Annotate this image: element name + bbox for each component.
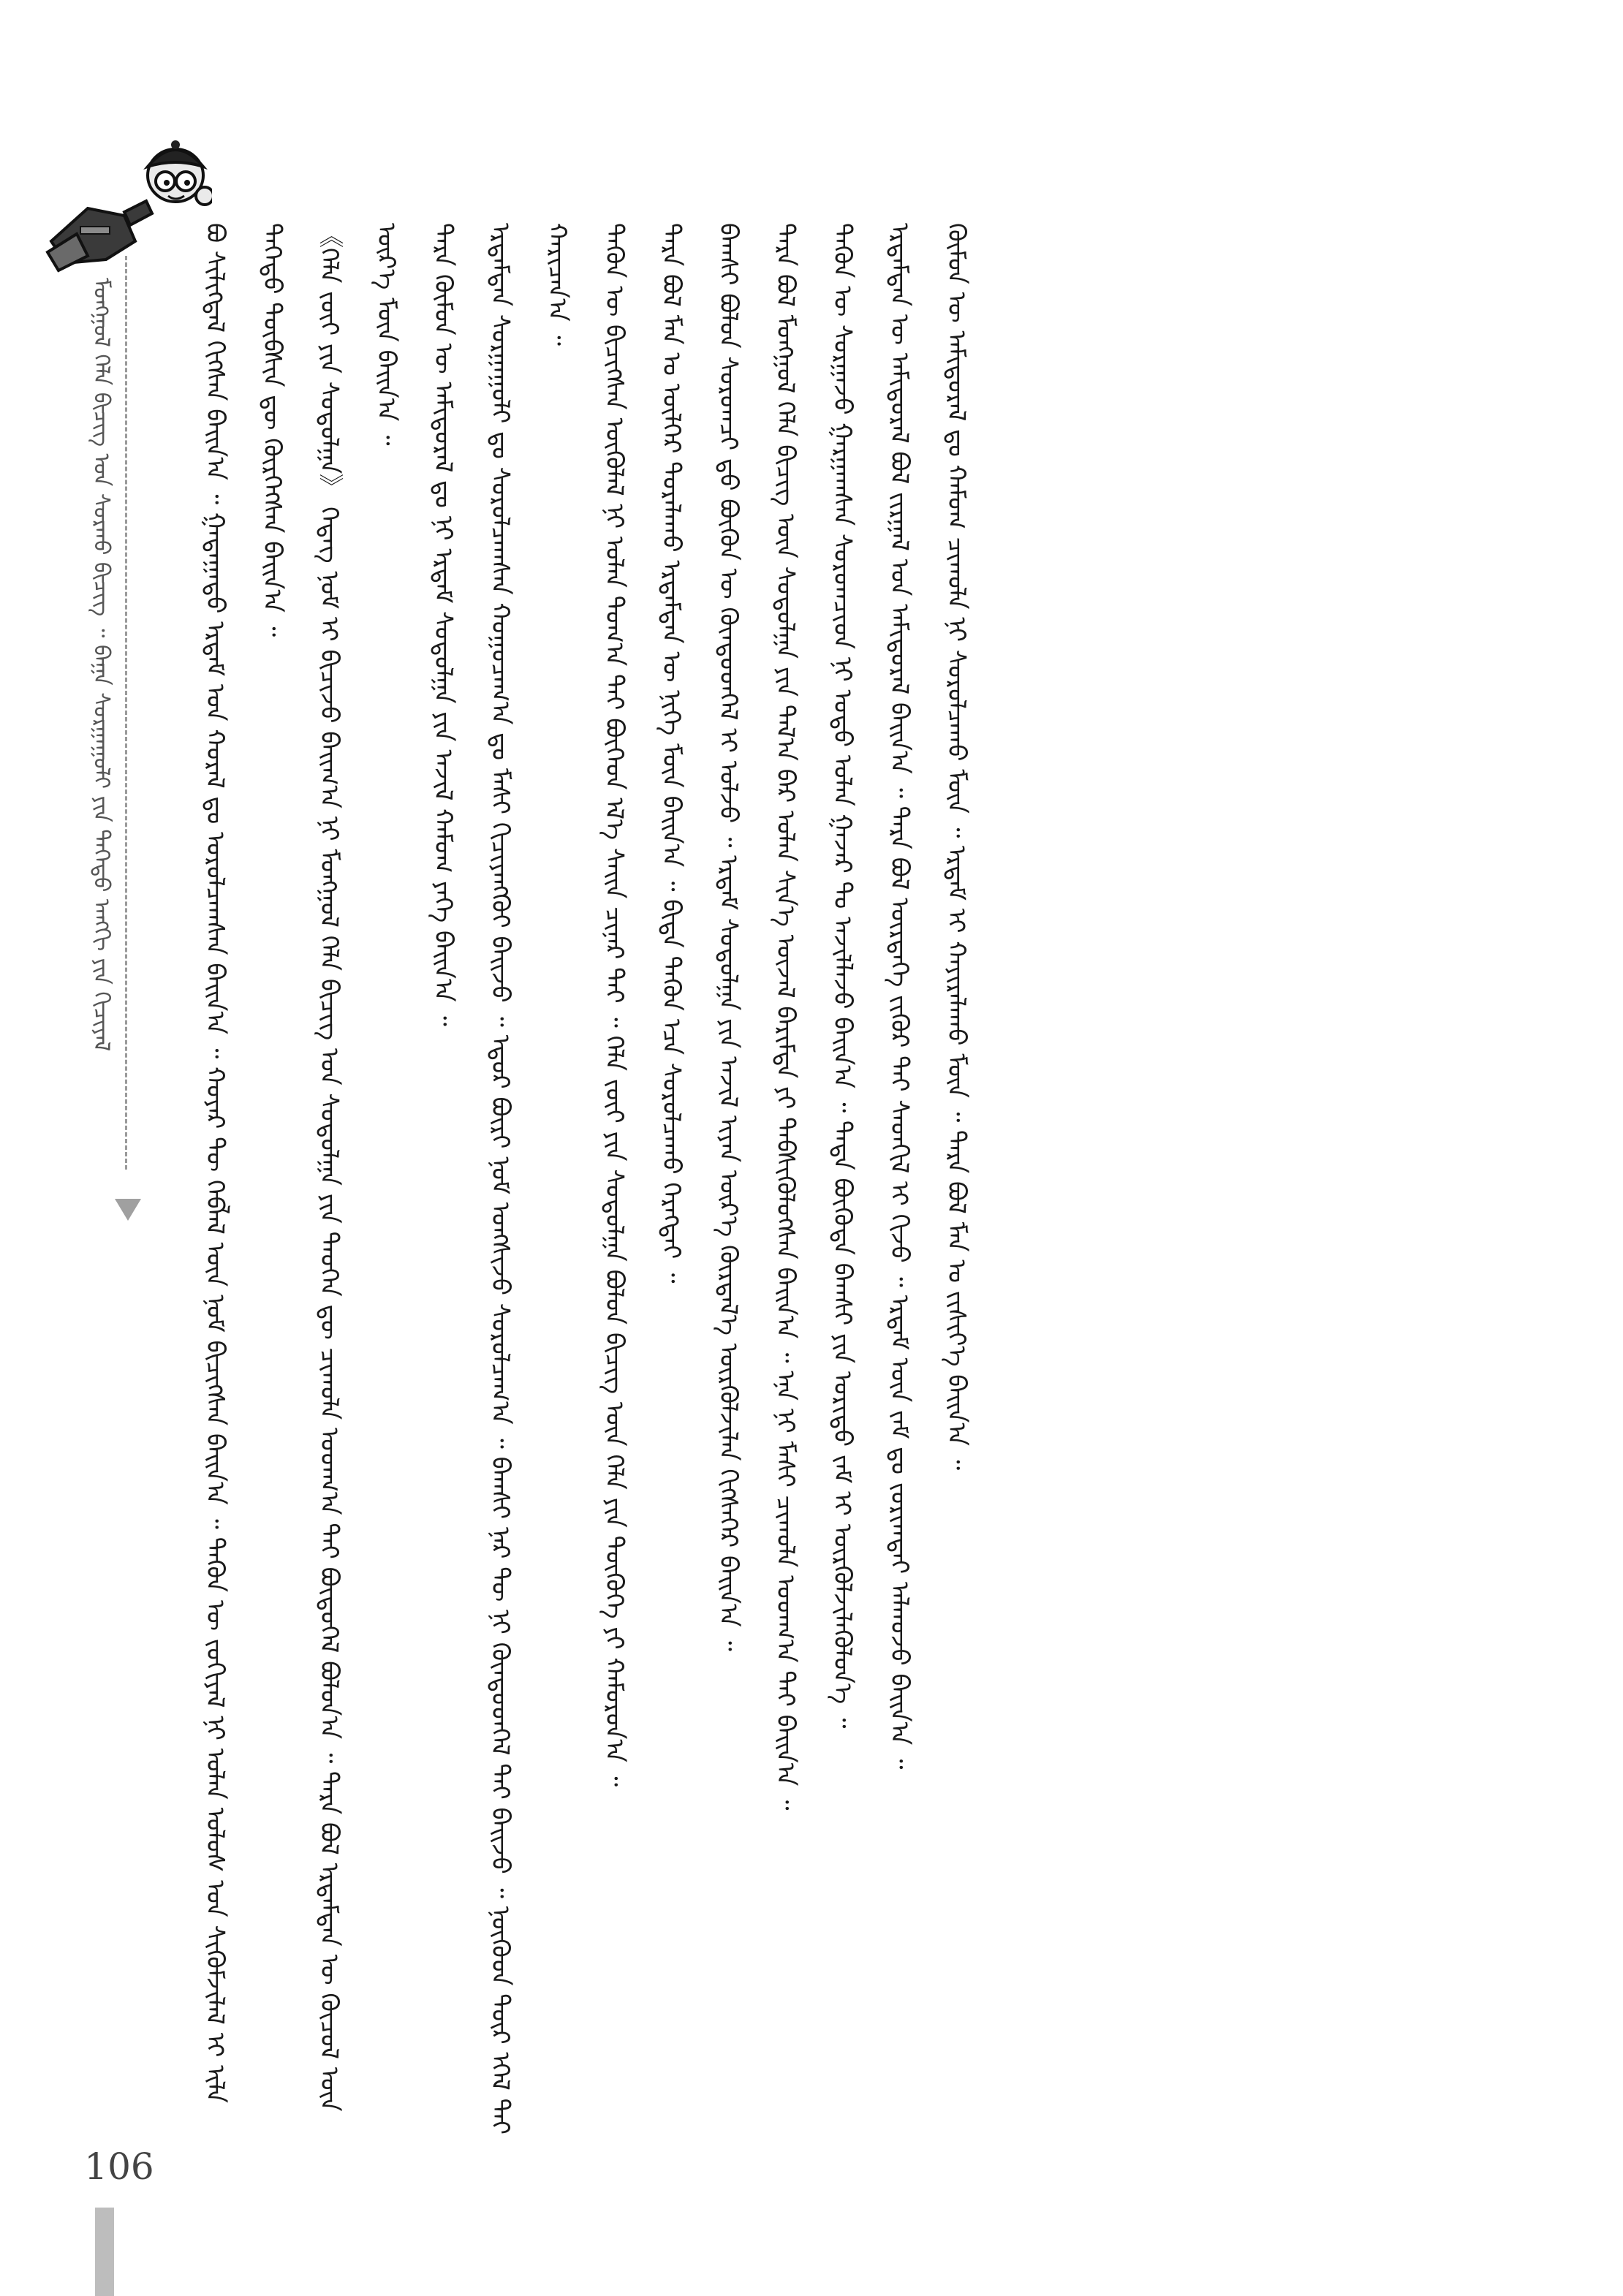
paragraph: ᠲᠡᠷᠡ ᠪᠣᠯ ᠮᠣᠩᠭᠣᠯ ᠬᠡᠯᠡ ᠪᠢᠴᠢᠭ᠌ ᠦᠨ ᠰᠤᠳᠤᠯᠭᠠ ᠶᠢᠨ ᠲᠠᠯ᠎ᠠ ᠪᠠᠷ ᠣᠯᠠᠨ ᠰᠢᠨ᠎ᠡ ᠦᠵᠡᠯ ᠪᠠᠷᠢᠮᠲᠠ ᠶᠢ ᠳᠡᠪᠰᠢᠭᠦᠯᠦᠭᠰᠡᠨ ᠪᠠᠢᠨ᠎ᠠ ᠃ ᠡᠨᠡ ᠨᠢ ᠮᠠᠰᠢ ᠴᠢᠬᠤᠯᠠ ᠤᠳᠬ᠎ᠠ ᠲᠠᠢ ᠪᠠᠢᠨ᠎ᠠ ᠃: [771, 223, 800, 1811]
paragraph: 《ᠬᠡᠯᠡ ᠵᠦᠢ ᠶᠢᠨ ᠰᠤᠳᠤᠯᠭᠠ》 ᠭᠡᠳᠡᠭ ᠨᠣᠮ ᠢ ᠪᠢᠴᠢᠵᠦ ᠪᠠᠢᠭ᠎ᠠ ᠨᠢ ᠮᠣᠩᠭᠣᠯ ᠬᠡᠯᠡ ᠪᠢᠴᠢᠭ ᠤᠨ ᠰᠤᠳᠤᠯᠭᠠ ᠶᠢᠨ ᠲᠡᠦᠬᠡᠨ ᠳᠦ ᠴᠢᠬᠤᠯᠠ ᠤᠳᠬ᠎ᠠ ᠲᠠᠢ ᠪᠦᠲᠦᠭᠡᠯ ᠪᠣᠯᠤᠨ᠎ᠠ ᠃ ᠲᠡᠷᠡ ᠪᠣᠯ ᠡᠷᠳᠡᠮᠲᠡᠨ ᠦ ᠬᠦᠴᠦᠯ ᠦᠨ ᠦᠷ᠎ᠡ ᠮᠥᠨ ᠪᠠᠢᠨ᠎ᠠ ᠃: [314, 223, 401, 2112]
boy-mascot-icon: [37, 132, 212, 278]
side-tab: [95, 2208, 114, 2296]
running-head: ᠮᠣᠩᠭᠣᠯ ᠬᠡᠯᠡ ᠪᠢᠴᠢᠭ ᠤᠨ ᠰᠤᠷᠬᠤ ᠪᠢᠴᠢᠭ᠌ ᠃ ᠪᠠᠭᠠ ᠰᠤᠷᠭᠠᠭᠤᠯᠢ ᠶᠢᠨ ᠳᠡᠭᠡᠳᠦ ᠠᠩᠭᠢ ᠶᠢᠨ ᠬᠢᠴᠢᠶᠡᠯ: [88, 278, 114, 1052]
paragraph: ᠬᠦᠮᠦᠨ ᠦ ᠠᠮᠢᠳᠤᠷᠠᠯ ᠳᠤ ᠬᠠᠮᠤᠭ ᠴᠢᠬᠤᠯᠠ ᠨᠢ ᠰᠤᠷᠤᠯᠴᠠᠬᠤ ᠮᠥᠨ ᠃ ᠡᠷᠳᠡᠮ ᠢ ᠬᠠᠶᠢᠷᠠᠯᠠᠬᠤ ᠮᠥᠨ ᠃ ᠲᠡᠷᠡ ᠪᠣᠯ ᠮᠠᠨ ᠤ ᠵᠢᠱᠢᠶ᠎ᠡ ᠪᠠᠢᠨ᠎ᠠ ᠃: [942, 223, 971, 1471]
paragraph: ᠲᠡᠭᠦᠨ ᠦ ᠰᠤᠷᠭᠠᠵᠤ ᠭᠠᠷᠭᠠᠭᠰᠠᠨ ᠰᠤᠷᠤᠭᠴᠢᠳ ᠨᠢ ᠣᠳᠣ ᠣᠯᠠᠨ ᠭᠠᠵᠠᠷ ᠲᠤ ᠠᠵᠢᠯᠯᠠᠵᠤ ᠪᠠᠢᠨ᠎ᠠ ᠃ ᠲᠡᠳᠡ ᠪᠦᠭᠦᠳᠡ ᠪᠠᠭᠰᠢ ᠶᠢᠨ ᠤᠷᠢᠳᠤ ᠵᠠᠮ ᠢ ᠦᠷᠭᠦᠯᠵᠢᠯᠡᠭᠦᠯᠦᠨ᠎ᠡ ᠃: [828, 223, 857, 1729]
paragraph: ᠡᠷᠳᠡᠮᠲᠡᠨ ᠰᠤᠷᠭᠠᠭᠤᠯᠢ ᠳᠤ ᠰᠤᠷᠤᠯᠴᠠᠭᠰᠠᠨ ᠬᠤᠭᠤᠴᠠᠭ᠎ᠠ ᠳᠤ ᠮᠠᠰᠢ ᠬᠢᠴᠢᠶᠡᠩᠭᠦᠢ ᠪᠠᠢᠵᠤ ᠃ ᠡᠳᠦᠷ ᠪᠦᠷᠢ ᠨᠣᠮ ᠤᠩᠰᠢᠵᠤ ᠰᠤᠷᠤᠯᠴᠠᠭ᠎ᠠ ᠃ ᠪᠠᠭᠰᠢ ᠨᠠᠷ ᠲᠦ ᠨᠢ ᠬᠦᠨᠳᠦᠳᠬᠡᠯ ᠲᠠᠢ ᠪᠠᠢᠵᠤ ᠃ ᠨᠥᠬᠦᠳ ᠲᠦᠷ ᠡᠭᠡᠯ ᠲᠠᠢ ᠬᠠᠷᠢᠴᠠᠨ᠎ᠠ ᠃: [485, 223, 572, 2135]
paragraph: ᠲᠡᠷᠡ ᠪᠣᠯ ᠮᠠᠨ ᠤ ᠦᠯᠭᠡᠷ ᠳᠤᠷᠠᠯᠠᠬᠤ ᠡᠷᠳᠡᠮᠲᠡᠨ ᠦ ᠨᠢᠭᠡ ᠮᠥᠨ ᠪᠠᠢᠨ᠎ᠠ ᠃ ᠪᠢᠳᠡ ᠲᠡᠭᠦᠨ ᠡᠴᠡ ᠰᠤᠷᠤᠯᠴᠠᠬᠤ ᠬᠡᠷᠡᠭᠲᠡᠢ ᠃: [657, 223, 686, 1284]
paragraph: ᠡᠷᠳᠡᠮᠲᠡᠨ ᠦ ᠠᠮᠢᠳᠤᠷᠠᠯ ᠪᠣᠯ ᠵᠢᠷᠭᠠᠯ ᠤᠨ ᠠᠮᠢᠳᠤᠷᠠᠯ ᠪᠠᠢᠨ᠎ᠠ ᠃ ᠲᠡᠷᠡ ᠪᠣᠯ ᠥᠷᠲᠡᠭᠡ ᠵᠢᠭᠦᠷ ᠲᠠᠢ ᠰᠡᠳᠬᠢᠯ ᠢ ᠬᠢᠵᠦ ᠃ ᠡᠷᠳᠡᠮ ᠦᠨ ᠵᠠᠮ ᠳᠤ ᠵᠣᠷᠢᠭᠲᠠᠢ ᠠᠯᠬᠤᠵᠤ ᠪᠠᠢᠨ᠎ᠠ ᠃: [885, 223, 914, 1770]
paragraph: ᠲᠡᠷᠡ ᠬᠦᠮᠦᠨ ᠦ ᠠᠮᠢᠳᠤᠷᠠᠯ ᠳᠤ ᠨᠢ ᠡᠷᠳᠡᠮ ᠰᠤᠳᠤᠯᠭᠠ ᠶᠢᠨ ᠠᠵᠢᠯ ᠬᠠᠮᠤᠭ ᠶᠡᠬᠡ ᠪᠠᠢᠨ᠎ᠠ ᠃: [428, 223, 458, 1026]
body-text: [186, 223, 1356, 2138]
paragraph: ᠲᠡᠭᠦᠨ ᠦ ᠪᠢᠴᠢᠭᠰᠡᠨ ᠥᠭᠦᠯᠡᠯ ᠨᠢ ᠣᠯᠠᠨ ᠲᠣᠭ᠎ᠠ ᠲᠠᠢ ᠪᠥᠭᠡᠳ ᠡᠯ᠎ᠡ ᠰᠠᠢᠨ ᠴᠢᠨᠠᠷ ᠲᠠᠢ ᠃ ᠬᠡᠯᠡ ᠵᠦᠢ ᠶᠢᠨ ᠰᠤᠳᠤᠯᠭᠠ ᠪᠣᠯᠤᠨ ᠪᠢᠴᠢᠭ᠌ ᠦᠨ ᠬᠡᠯᠡ ᠶᠢᠨ ᠲᠦᠭᠦᠬᠡ ᠶᠢ ᠬᠠᠮᠤᠷᠤᠨ᠎ᠠ ᠃: [599, 223, 629, 1787]
paragraph: ᠪᠣ ᠰᠢᠯᠢᠭᠳᠡᠯ ᠬᠢᠭᠰᠡᠨ ᠪᠠᠢᠨ᠎ᠠ ᠃ ᠭᠠᠳᠠᠭᠠᠳᠤ ᠡᠷᠳᠡᠮ ᠤᠨ ᠬᠤᠷᠠᠯ ᠳᠤ ᠣᠷᠣᠯᠴᠠᠭᠰᠠᠨ ᠪᠠᠢᠨ᠎ᠠ ᠃ ᠬᠣᠶᠠᠷ ᠲᠦ ᠬᠡᠪᠯᠡᠯ ᠦᠨ ᠨᠣᠮ ᠪᠢᠴᠢᠭᠰᠡᠨ ᠪᠠᠢᠨ᠎ᠠ ᠃ ᠲᠡᠭᠦᠨ ᠦ ᠵᠣᠬᠢᠶᠠᠯ ᠨᠢ ᠣᠯᠠᠨ ᠤᠯᠤᠰ ᠤᠨ ᠰᠢᠭᠦᠮᠵᠢᠯᠡᠯ ᠢ ᠢᠯᠡ ᠳᠡᠭᠡᠳᠦ ᠲᠦᠪᠰᠢᠨ ᠳᠦ ᠬᠦᠷᠭᠡᠭᠰᠡᠨ ᠪᠠᠢᠨ᠎ᠠ ᠃: [200, 223, 287, 2104]
paragraph: ᠪᠠᠭᠰᠢ ᠪᠣᠯᠤᠨ ᠰᠤᠷᠤᠭᠴᠢ ᠳ᠋ᠤ ᠪᠦᠬᠦᠨ ᠦ ᠬᠦᠨᠳᠦᠳᠬᠡᠯ ᠢ ᠣᠯᠵᠤ ᠃ ᠡᠷᠳᠡᠮ ᠰᠤᠳᠤᠯᠭᠠ ᠶᠢᠨ ᠠᠵᠢᠯ ᠢᠶᠠᠨ ᠦᠷ᠎ᠡ ᠬᠦᠷᠲᠡᠯ᠎ᠡ ᠦᠷᠭᠦᠯᠵᠢᠯᠡᠨ ᠬᠢᠭᠰᠡᠭᠡᠷ ᠪᠠᠢᠨ᠎ᠠ ᠃: [714, 223, 743, 1651]
header-divider: [125, 256, 127, 1170]
header-arrow-icon: [115, 1199, 141, 1221]
page-number: 106: [84, 2145, 154, 2188]
